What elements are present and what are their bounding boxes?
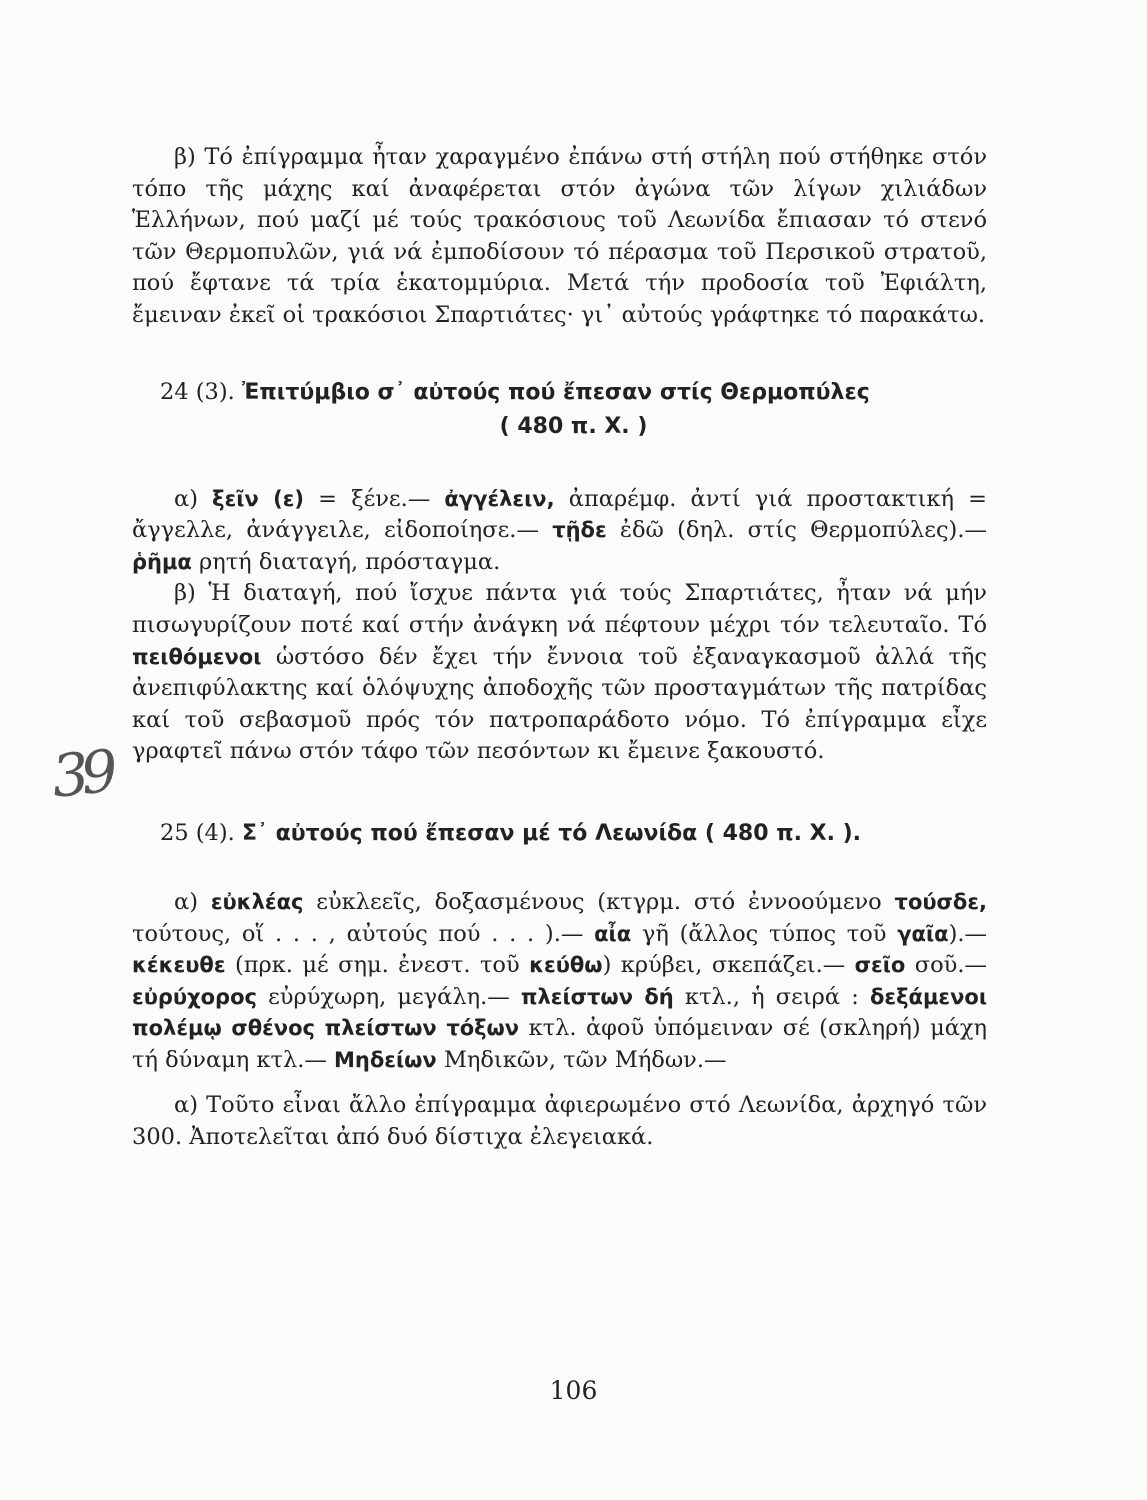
- paragraph-commentary-24: [132, 578, 987, 768]
- section-heading-24: [132, 375, 987, 444]
- glossary-text: ).—: [948, 920, 988, 947]
- glossary-text: ) κρύβει, σκεπάζει.—: [602, 952, 855, 979]
- glossary-text: Μηδικῶν, τῶν Μήδων.—: [436, 1046, 727, 1073]
- section-number: 24 (3).: [160, 378, 235, 405]
- glossary-term: τούσδε,: [894, 889, 988, 914]
- glossary-text: εὐρύχωρη, μεγάλη.—: [256, 983, 521, 1010]
- glossary-text: κτλ. ἀφοῦ ὑπόμειναν σέ (σκληρή) μάχη τή δύναμη κτλ.—: [132, 1015, 987, 1073]
- section-title-date: ( 480 π. Χ. ): [499, 413, 648, 439]
- glossary-text: (πρκ. μέ σημ. ἐνεστ. τοῦ: [225, 952, 530, 979]
- paragraph-glossary-25: [132, 887, 987, 1077]
- glossary-term: δεξάμενοι πολέμῳ σθένος πλείστων τόξων: [132, 984, 988, 1041]
- glossary-term: εὐρύχορος: [132, 984, 257, 1009]
- glossary-term: πλείστων δή: [520, 984, 674, 1009]
- paragraph-glossary-24: [132, 484, 987, 579]
- item-marker: α): [174, 888, 198, 915]
- glossary-text: = ξένε.—: [303, 485, 445, 512]
- glossary-term: αἶα: [594, 921, 632, 946]
- glossary-term: Μηδείων: [334, 1047, 437, 1072]
- glossary-text: γῆ (ἄλλος τύπος τοῦ: [631, 920, 898, 947]
- glossary-text: ρητή διαταγή, πρόσταγμα.: [191, 548, 501, 575]
- glossary-term: τῇδε: [552, 518, 607, 543]
- glossary-text: τούτους, οἵ . . . , αὐτούς πού . . . ).—: [132, 920, 595, 947]
- paragraph-text: α) Τοῦτο εἶναι ἄλλο ἐπίγραμμα ἀφιερωμένο στό Λεωνίδα, ἀρχηγό τῶν 300. Ἀποτελεῖται ἀπό δυό δίστιχα ἐλεγειακά.: [132, 1092, 987, 1151]
- glossary-text: σοῦ.—: [905, 952, 988, 979]
- glossary-term: εὐκλέας: [210, 889, 304, 914]
- section-title: Σ᾽ αὐτούς πού ἔπεσαν μέ τό Λεωνίδα ( 480 π. Χ. ).: [241, 820, 862, 846]
- handwritten-margin-note: 39: [48, 737, 114, 811]
- glossary-term: σεῖο: [854, 953, 906, 978]
- spacer: [132, 1076, 987, 1090]
- glossary-term: ἀγγέλειν,: [444, 486, 555, 511]
- glossary-term: κεύθω: [529, 953, 603, 978]
- glossary-term: γαῖα: [897, 921, 949, 946]
- glossary-term: ῥῆμα: [132, 549, 192, 574]
- section-number: 25 (4).: [160, 819, 235, 846]
- page-number: 106: [549, 1376, 598, 1405]
- glossary-text: εὐκλεεῖς, δοξασμένους (κτγρμ. στό ἐννοούμενο: [303, 888, 895, 915]
- section-title: Ἐπιτύμβιο σ᾽ αὐτούς πού ἔπεσαν στίς Θερμοπύλες: [241, 379, 870, 405]
- section-heading-25: [132, 816, 987, 851]
- glossary-term: κέκευθε: [132, 953, 226, 978]
- page-body: [132, 142, 987, 1154]
- glossary-term: πειθόμενοι: [132, 644, 262, 669]
- glossary-text: ἐδῶ (δηλ. στίς Θερμοπύλες).—: [606, 517, 987, 544]
- item-marker: α): [174, 485, 198, 512]
- glossary-term: ξεῖν (ε): [212, 486, 304, 511]
- paragraph-text: ὡστόσο δέν ἔχει τήν ἔννοια τοῦ ἐξαναγκασμοῦ ἀλλά τῆς ἀνεπιφύλακτης καί ὁλόψυχης ἀποδοχῆς τῶν προσταγμάτων τῆς πατρίδας καί τοῦ σεβασμοῦ πρός τόν πατροπαράδοτο νόμο. Τό ἐπίγραμμα εἶχε γραφτεῖ πάνω στόν τάφο τῶν πεσόντων κι ἔμεινε ξακουστό.: [132, 643, 987, 765]
- glossary-text: κτλ., ἡ σειρά :: [673, 983, 870, 1010]
- glossary-text: ἀπαρέμφ. ἀντί γιά προστακτική = ἄγγελλε, ἀνάγγειλε, εἰδοποίησε.—: [132, 485, 987, 544]
- paragraph-text: β) Ἡ διαταγή, πού ἴσχυε πάντα γιά τούς Σπαρτιάτες, ἦταν νά μήν πισωγυρίζουν ποτέ καί στήν ἀνάγκη νά πέφτουν μέχρι τόν τελευταῖο. Τό: [132, 580, 987, 638]
- paragraph-intro: [132, 142, 987, 332]
- paragraph-commentary-25: [132, 1090, 987, 1153]
- paragraph-text: β) Τό ἐπίγραμμα ἦταν χαραγμένο ἐπάνω στή στήλη πού στήθηκε στόν τόπο τῆς μάχης καί ἀναφέρεται στόν ἀγώνα τῶν λίγων χιλιάδων Ἑλλήνων, πού μαζί μέ τούς τρακόσιους τοῦ Λεωνίδα ἔπιασαν τό στενό τῶν Θερμοπυλῶν, γιά νά ἐμποδίσουν τό πέρασμα τοῦ Περσικοῦ στρατοῦ, πού ἔφτανε τά τρία ἑκατομμύρια. Μετά τήν προδοσία τοῦ Ἐφιάλτη, ἔμειναν ἐκεῖ οἱ τρακόσιοι Σπαρτιάτες· γι᾽ αὐτούς γράφτηκε τό παρακάτω.: [132, 144, 987, 328]
